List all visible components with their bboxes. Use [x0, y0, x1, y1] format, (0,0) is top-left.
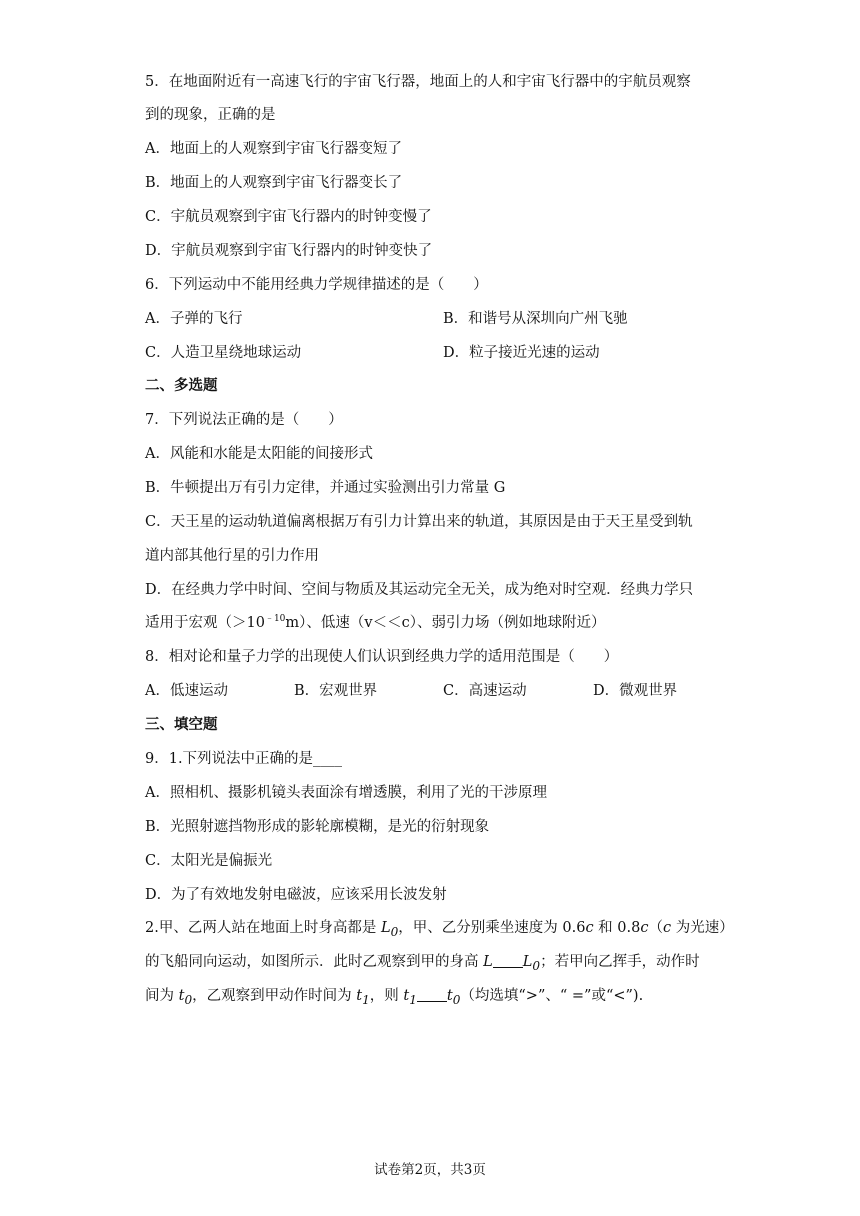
- q9-option-b: B．光照射遮挡物形成的影轮廓模糊，是光的衍射现象: [145, 819, 490, 835]
- section-heading-multiple-choice: 二、多选题: [145, 377, 218, 394]
- q7-option-d-line1: D．在经典力学中时间、空间与物质及其运动完全无关，成为绝对时空观．经典力学只: [145, 582, 694, 598]
- q9-part2-line3: 间为 $t_0$，乙观察到甲动作时间为 $t_1$，则 $t_1$ $t_0$（均选填“>”、“ =”或“<”).: [145, 988, 644, 1007]
- section-heading-fill-in: 三、填空题: [145, 716, 218, 733]
- answer-blank-time[interactable]: [417, 987, 447, 1002]
- q8-option-b: B．宏观世界: [294, 683, 378, 699]
- q5-stem-line1: 5．在地面附近有一高速飞行的宇宙飞行器，地面上的人和宇宙飞行器中的宇航员观察: [145, 74, 691, 90]
- q6-option-d: D．粒子接近光速的运动: [443, 345, 600, 361]
- q8-option-a: A．低速运动: [145, 683, 228, 699]
- q9-part2-line1: 2.甲、乙两人站在地面上时身高都是 $L_0$，甲、乙分别乘坐速度为 0.6c 和 0.8c（c 为光速）: [145, 920, 734, 939]
- q5-option-d: D．宇航员观察到宇宙飞行器内的时钟变快了: [145, 243, 433, 259]
- q9-option-c: C．太阳光是偏振光: [145, 853, 273, 869]
- q7-stem: 7．下列说法正确的是（ ）: [145, 412, 343, 428]
- q7-option-a: A．风能和水能是太阳能的间接形式: [145, 446, 373, 462]
- q5-option-a: A．地面上的人观察到宇宙飞行器变短了: [145, 141, 402, 157]
- answer-blank-height[interactable]: [493, 953, 523, 968]
- page-footer: 试卷第2页，共3页: [374, 1162, 486, 1178]
- q8-option-d: D．微观世界: [593, 683, 678, 699]
- q8-option-c: C．高速运动: [443, 683, 527, 699]
- q7-option-c-line2: 道内部其他行星的引力作用: [145, 548, 319, 564]
- q6-option-b: B．和谐号从深圳向广州飞驰: [443, 311, 628, 327]
- q8-stem: 8．相对论和量子力学的出现使人们认识到经典力学的适用范围是（ ）: [145, 649, 619, 665]
- q5-option-b: B．地面上的人观察到宇宙飞行器变长了: [145, 175, 403, 191]
- q5-option-c: C．宇航员观察到宇宙飞行器内的时钟变慢了: [145, 209, 432, 225]
- q7-option-b: B．牛顿提出万有引力定律，并通过实验测出引力常量 G: [145, 480, 506, 496]
- q9-part2-line2: 的飞船同向运动，如图所示．此时乙观察到甲的身高 L $L_0$；若甲向乙挥手，动作时: [145, 954, 700, 973]
- q9-option-d: D．为了有效地发射电磁波，应该采用长波发射: [145, 887, 447, 903]
- q9-option-a: A．照相机、摄影机镜头表面涂有增透膜，利用了光的干涉原理: [145, 785, 547, 801]
- q7-option-d-line2: 适用于宏观$(>10^{﹣10}m)$、低速（v＜＜c）、弱引力场（例如地球附近）: [145, 614, 606, 631]
- q6-stem: 6．下列运动中不能用经典力学规律描述的是（ ）: [145, 277, 488, 293]
- q5-stem-line2: 到的现象，正确的是: [145, 107, 276, 123]
- q9-stem: 9．1.下列说法中正确的是____: [145, 751, 343, 767]
- q7-option-c-line1: C．天王星的运动轨道偏离根据万有引力计算出来的轨道，其原因是由于天王星受到轨: [145, 514, 693, 530]
- q6-option-a: A．子弹的飞行: [145, 311, 243, 327]
- q6-option-c: C．人造卫星绕地球运动: [145, 345, 302, 361]
